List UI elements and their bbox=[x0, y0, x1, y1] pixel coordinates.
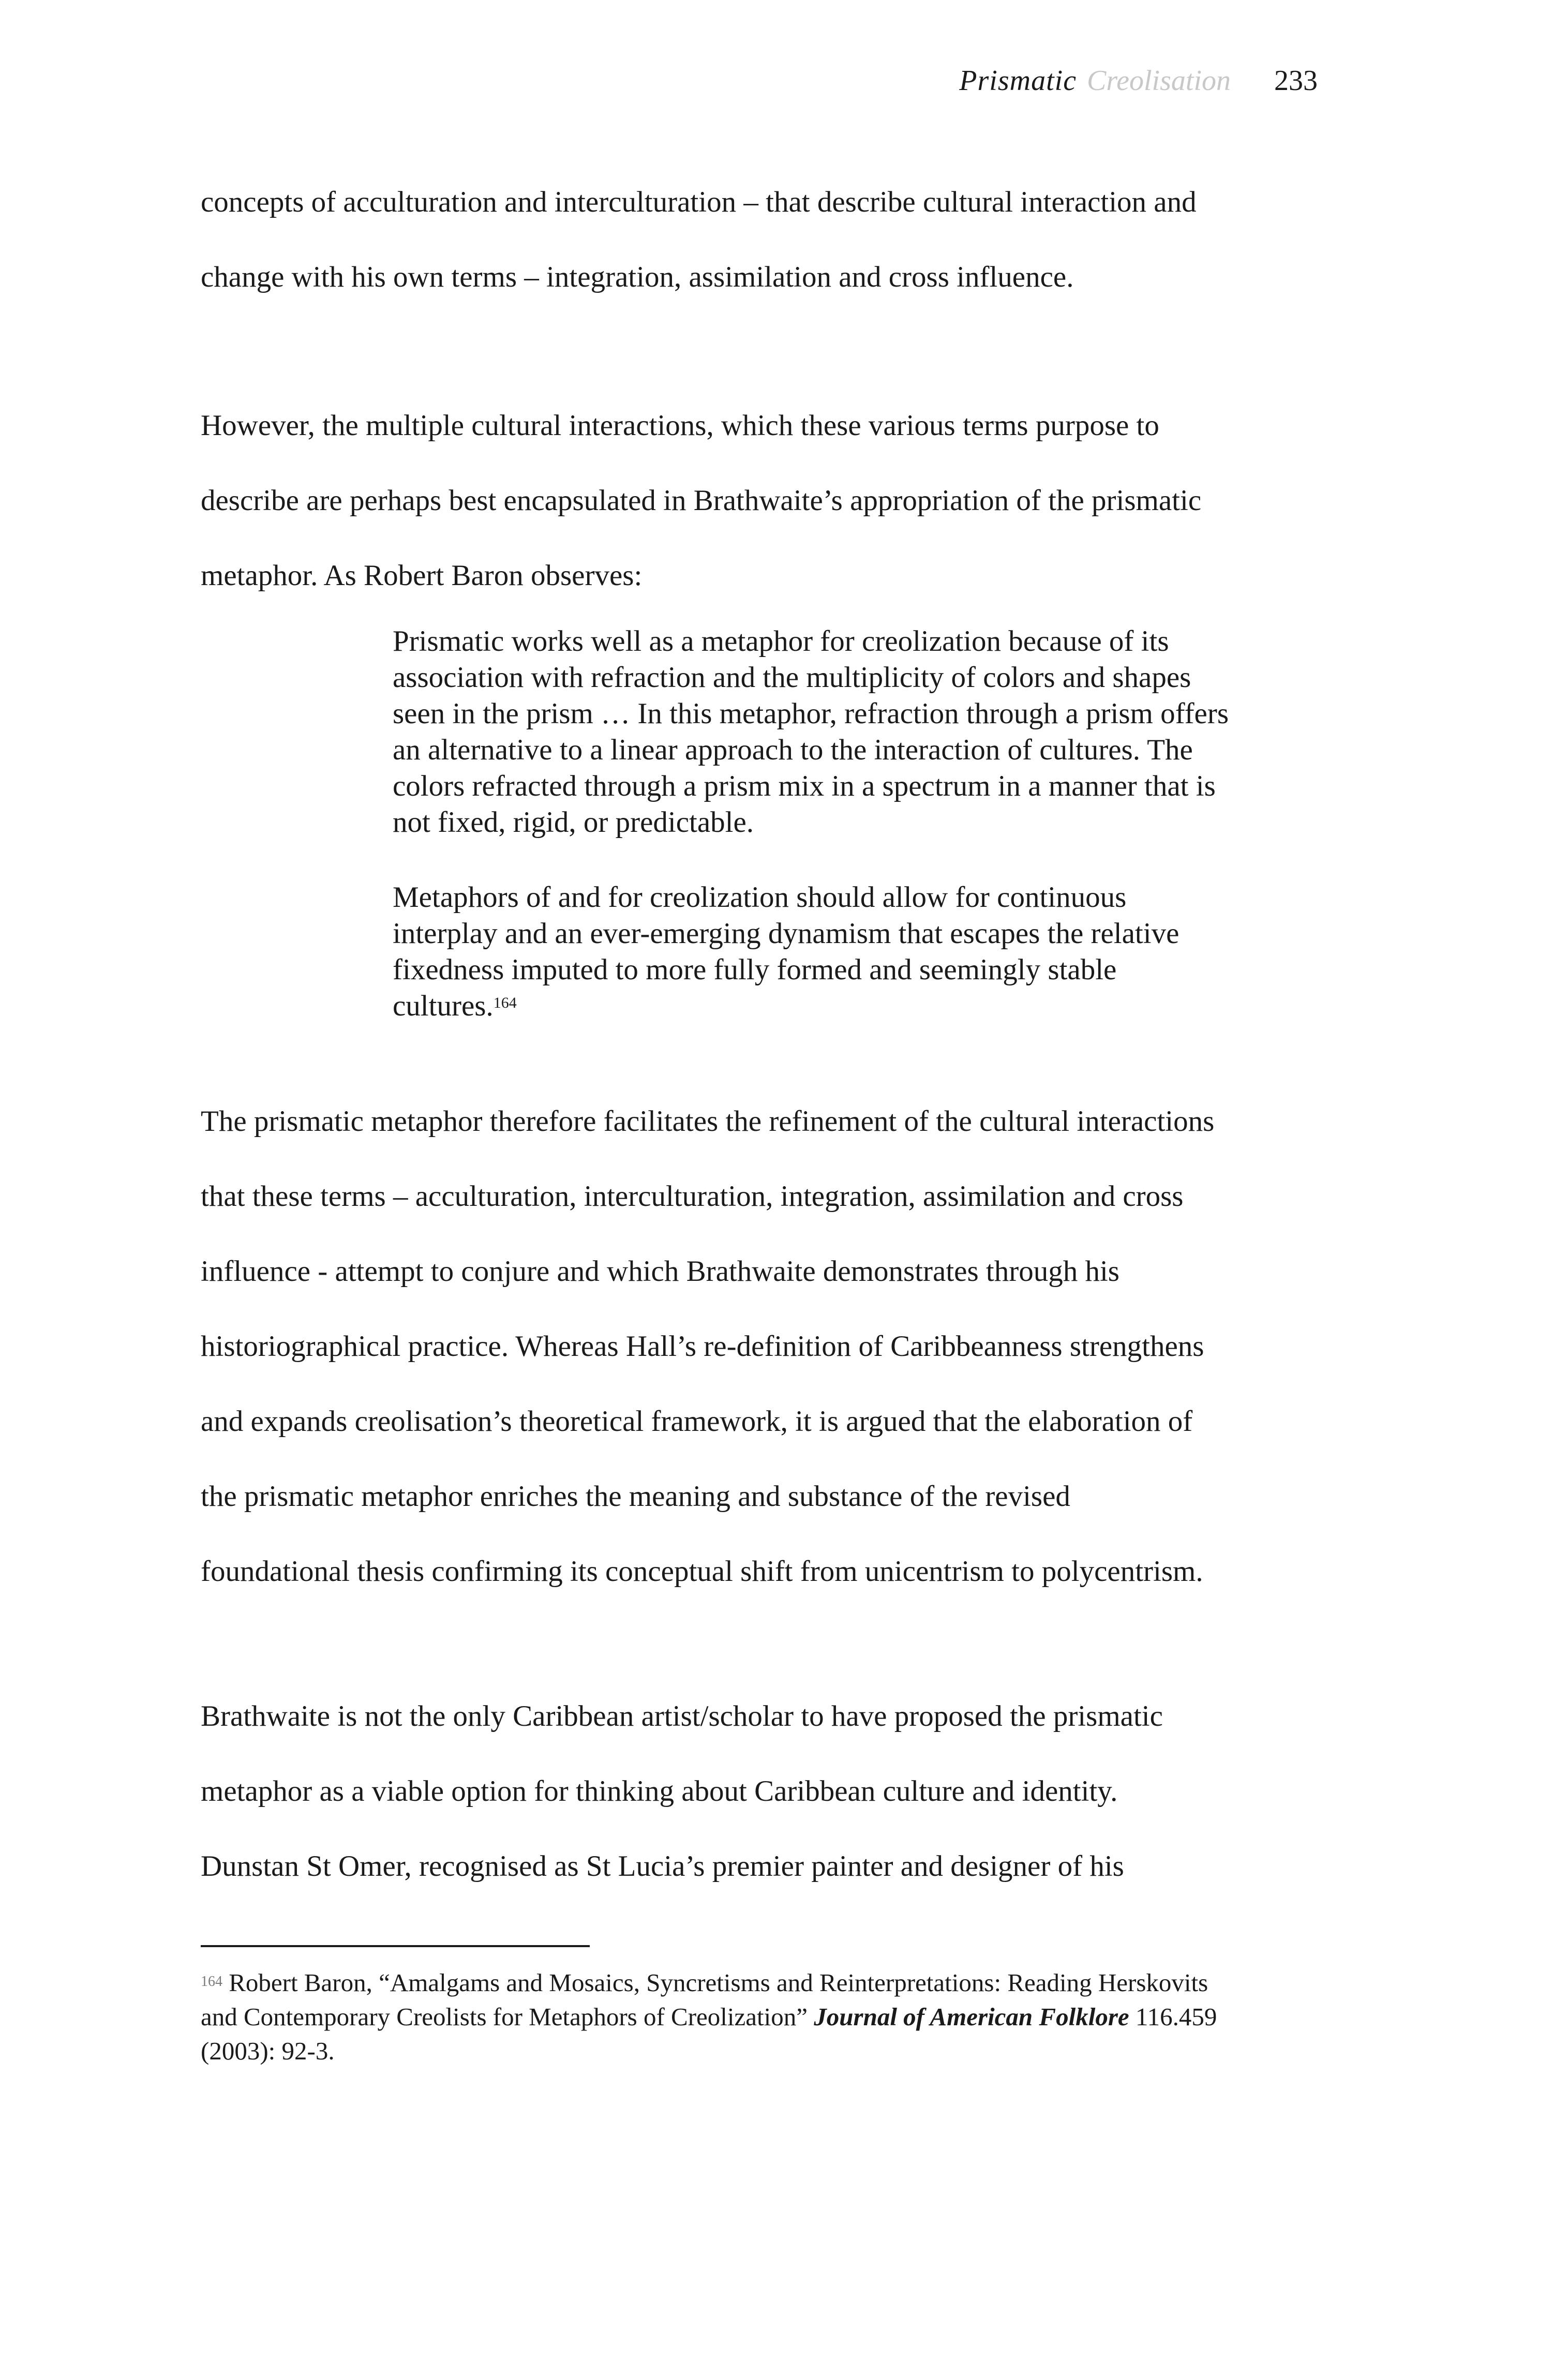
quote-line: Metaphors of and for creolization should allow for continuous bbox=[393, 881, 1127, 914]
paragraph-line: influence - attempt to conjure and which Brathwaite demonstrates through his bbox=[201, 1255, 1119, 1288]
quote-line: fixedness imputed to more fully formed and seemingly stable bbox=[393, 953, 1117, 986]
quote-line: interplay and an ever-emerging dynamism that escapes the relative bbox=[393, 917, 1179, 950]
paragraph-line: describe are perhaps best encapsulated in Brathwaite’s appropriation of the prismatic bbox=[201, 484, 1202, 517]
paragraph-line: and expands creolisation’s theoretical framework, it is argued that the elaboration of bbox=[201, 1405, 1193, 1438]
paragraph-line: the prismatic metaphor enriches the meaning and substance of the revised bbox=[201, 1480, 1070, 1513]
paragraph-line: However, the multiple cultural interactions, which these various terms purpose to bbox=[201, 409, 1159, 442]
footnote-citation-text: Robert Baron, “Amalgams and Mosaics, Syncretisms and Reinterpretations: Reading Herskovits bbox=[229, 1968, 1208, 1997]
paragraph-3 bbox=[201, 1084, 1370, 1609]
paragraph-line: Brathwaite is not the only Caribbean artist/scholar to have proposed the prismatic bbox=[201, 1700, 1163, 1732]
footnote-reference[interactable]: 164 bbox=[493, 994, 517, 1011]
paragraph-line: The prismatic metaphor therefore facilitates the refinement of the cultural interactions bbox=[201, 1105, 1215, 1138]
footnote-volume: 116.459 bbox=[1135, 2003, 1217, 2031]
paragraph-line: concepts of acculturation and interculturation – that describe cultural interaction and bbox=[201, 186, 1197, 218]
paragraph-line: that these terms – acculturation, interculturation, integration, assimilation and cross bbox=[201, 1180, 1184, 1213]
quote-line: association with refraction and the multiplicity of colors and shapes bbox=[393, 661, 1191, 694]
quote-last-line bbox=[393, 988, 1334, 1024]
quote-line: not fixed, rigid, or predictable. bbox=[393, 806, 754, 839]
paragraph-line: change with his own terms – integration, assimilation and cross influence. bbox=[201, 261, 1074, 293]
paragraph-2 bbox=[201, 388, 1370, 613]
running-header-title-faded: Creolisation bbox=[1087, 65, 1231, 97]
paragraph-line: metaphor as a viable option for thinking about Caribbean culture and identity. bbox=[201, 1775, 1118, 1807]
footnote bbox=[201, 1966, 1370, 2068]
paragraph-line: metaphor. As Robert Baron observes: bbox=[201, 559, 643, 592]
footnote-number: 164 bbox=[201, 1974, 222, 1990]
paragraph-line: foundational thesis confirming its conceptual shift from unicentrism to polycentrism. bbox=[201, 1555, 1203, 1588]
block-quote-paragraph-2 bbox=[393, 879, 1334, 1024]
page-number: 233 bbox=[1274, 65, 1318, 97]
paragraph-1 bbox=[201, 165, 1370, 315]
paragraph-4 bbox=[201, 1679, 1370, 1904]
quote-line: Prismatic works well as a metaphor for creolization because of its bbox=[393, 625, 1169, 658]
paragraph-line: Dunstan St Omer, recognised as St Lucia’s premier painter and designer of his bbox=[201, 1850, 1124, 1882]
footnote-line-2 bbox=[201, 2000, 1370, 2034]
quote-last-line-text: cultures. bbox=[393, 990, 494, 1022]
block-quote-paragraph-1 bbox=[393, 623, 1334, 841]
quote-line: an alternative to a linear approach to the interaction of cultures. The bbox=[393, 734, 1193, 766]
footnote-line-1 bbox=[201, 1966, 1370, 2000]
quote-line: seen in the prism … In this metaphor, refraction through a prism offers bbox=[393, 697, 1229, 730]
footnote-divider bbox=[201, 1945, 590, 1947]
footnote-line-3: (2003): 92-3. bbox=[201, 2037, 335, 2065]
footnote-citation-title: and Contemporary Creolists for Metaphors of Creolization” bbox=[201, 2003, 808, 2031]
quote-line: colors refracted through a prism mix in a spectrum in a manner that is bbox=[393, 770, 1216, 802]
footnote-journal-name: Journal of American Folklore bbox=[814, 2003, 1129, 2031]
running-header-title: Prismatic bbox=[959, 65, 1077, 97]
paragraph-line: historiographical practice. Whereas Hall’s re-definition of Caribbeanness strengthens bbox=[201, 1330, 1204, 1363]
running-header bbox=[959, 66, 1318, 95]
